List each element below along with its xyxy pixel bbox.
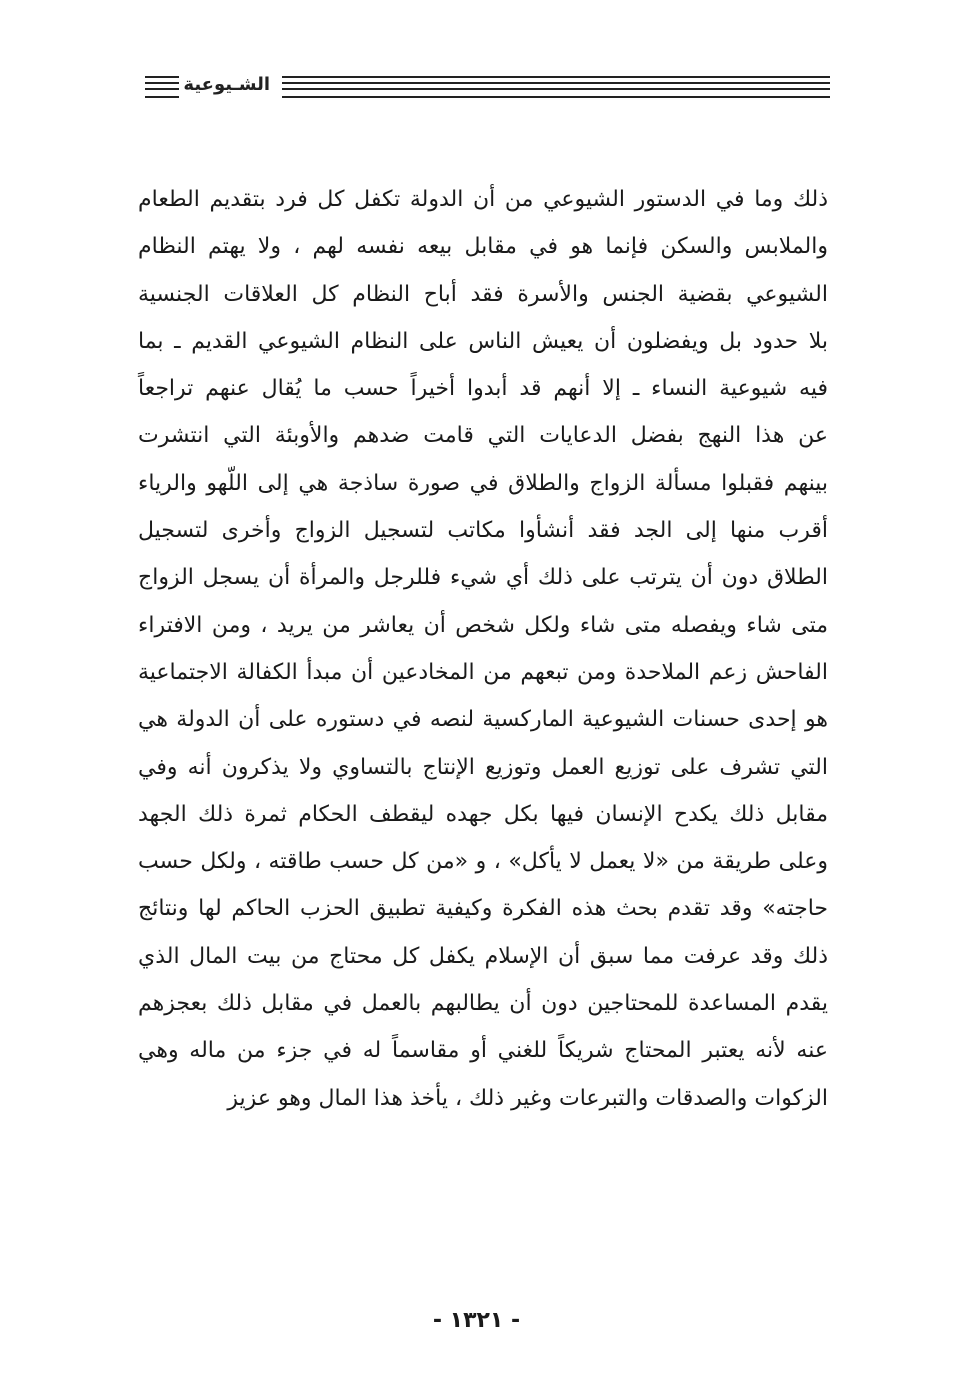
page-number: - ١٣٢١ -: [432, 1308, 521, 1333]
text-line: ذلك وقد عرفت مما سبق أن الإسلام يكفل كل محتاج من بيت المال الذي: [138, 943, 828, 969]
text-line: متى شاء ويفصله متى شاء ولكل شخص أن يعاشر من يريد ، ومن الافتراء: [138, 612, 828, 638]
body-text: [138, 180, 828, 1126]
text-line: عن هذا النهج بفضل الدعايات التي قامت ضدهم والأوبئة التي انتشرت: [138, 423, 828, 449]
text-line: بلا حدود بل ويفضلون أن يعيش الناس على النظام الشيوعي القديم ـ بما: [138, 328, 828, 354]
text-line: الشيوعي بقضية الجنس والأسرة فقد أباح النظام كل العلاقات الجنسية: [138, 281, 828, 307]
header-rule-short: [145, 76, 179, 98]
text-line: الزكوات والصدقات والتبرعات وغير ذلك ، يأخذ هذا المال وهو عزيز: [227, 1085, 828, 1111]
text-line: والملابس والسكن فإنما هو في مقابل بيعه نفسه لهم ، ولا يهتم النظام: [138, 234, 828, 260]
header-title: الشـيوعية: [183, 74, 270, 95]
text-line: ذلك وما في الدستور الشيوعي من أن الدولة تكفل كل فرد بتقديم الطعام: [138, 187, 828, 212]
text-line: التي تشرف على توزيع العمل وتوزيع الإنتاج بالتساوي ولا يذكرون أنه وفي: [138, 754, 828, 780]
text-line: الفاحش زعم الملاحدة ومن تبعهم من المخادعين أن مبدأ الكفالة الاجتماعية: [138, 659, 828, 685]
text-line: عنه لأنه يعتبر المحتاج شريكاً للغني أو مقاسماً له في جزء من ماله وهي: [138, 1038, 828, 1064]
text-line: يقدم المساعدة للمحتاجين دون أن يطالبهم بالعمل في مقابل ذلك بعجزهم: [138, 991, 828, 1017]
running-header: [145, 72, 830, 102]
text-line: أقرب منها إلى الجد فقد أنشأوا مكاتب لتسجيل الزواج وأخرى لتسجيل: [138, 518, 828, 544]
text-line: مقابل ذلك يكدح الإنسان فيها بكل جهده ليقطف الحكام ثمرة ذلك الجهد: [138, 801, 828, 827]
text-line: حاجته» وقد تقدم بحث هذه الفكرة وكيفية تطبيق الحزب الحاكم لها ونتائج: [138, 896, 828, 922]
text-line: بينهم فقبلوا مسألة الزواج والطلاق في صورة ساذجة هي إلى اللّهو والرياء: [138, 470, 828, 496]
header-rule-long: [282, 76, 830, 98]
text-line: الطلاق دون أن يترتب على ذلك أي شيء فللرجل والمرأة أن يسجل الزواج: [138, 565, 828, 591]
text-line: وعلى طريقة من «لا يعمل لا يأكل» ، و «من كل حسب طاقته ، ولكل حسب: [138, 849, 828, 875]
text-line: هو إحدى حسنات الشيوعية الماركسية لنصه في دستوره على أن الدولة هي: [138, 707, 828, 733]
text-line: فيه شيوعية النساء ـ إلا أنهم قد أبدوا أخيراً حسب ما يُقال عنهم تراجعاً: [138, 376, 828, 402]
